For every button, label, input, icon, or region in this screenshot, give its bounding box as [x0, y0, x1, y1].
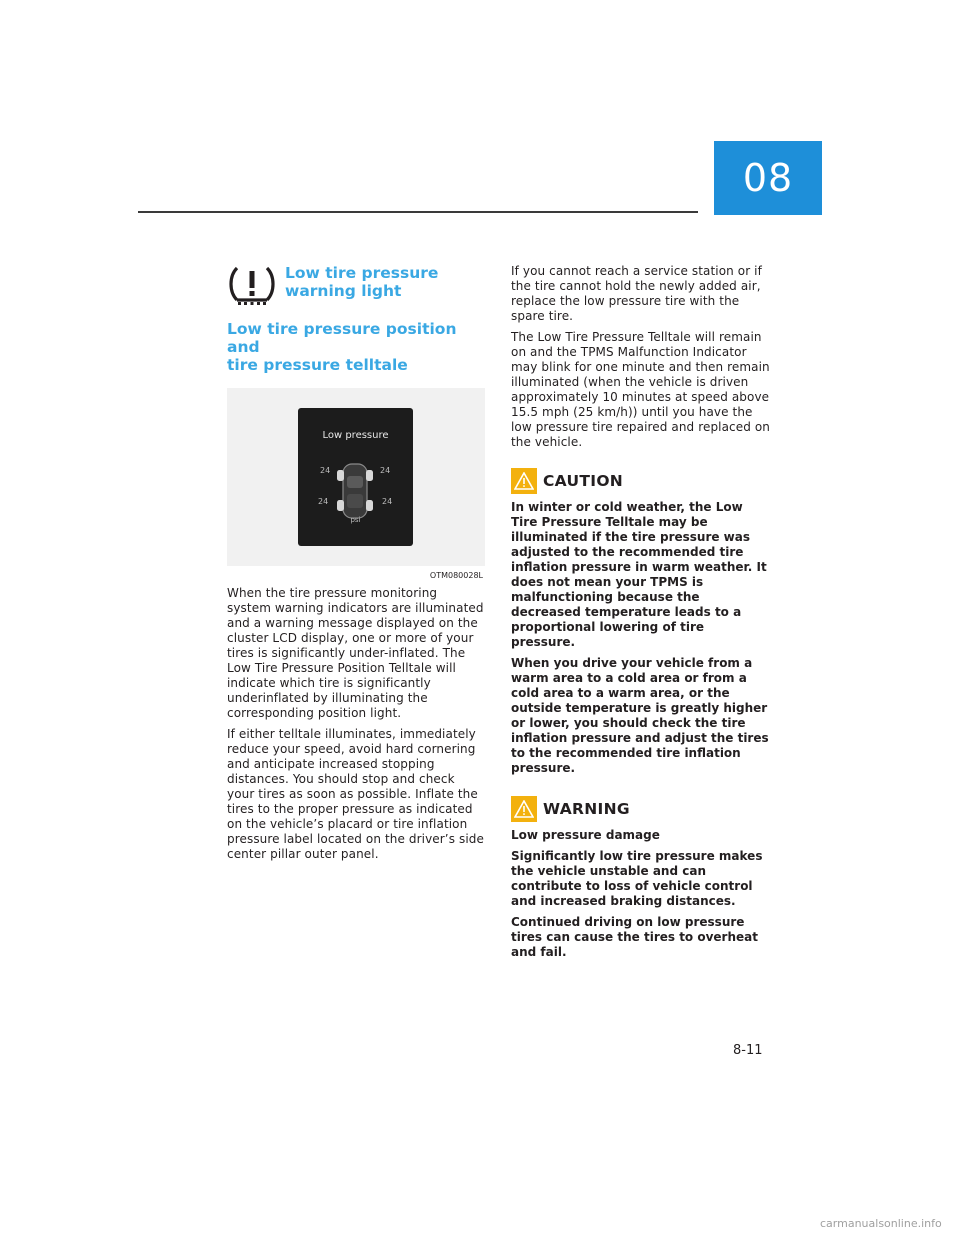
- left-column: [227, 262, 485, 862]
- caution-heading: [511, 468, 771, 494]
- tire-pressure-figure: [227, 388, 485, 580]
- cluster-display: [298, 408, 413, 546]
- car-top-view-icon: [335, 460, 375, 522]
- warning-paragraph-3: Continued driving on low pressure tires can cause the tires to overheat and fail.: [511, 915, 758, 959]
- caution-paragraph-2: When you drive your vehicle from a warm area to a cold area or from a cold area to a warm area, or the outside temperature is greatly higher or lower, you should check the tire inflation pressure and adjust the tires to the recommended tire inflation pressure.: [511, 656, 769, 775]
- section-title-line2: tire pressure telltale: [227, 356, 408, 374]
- pressure-front-left: 24: [320, 466, 331, 475]
- chapter-tab: 08: [714, 141, 822, 215]
- warning-heading: [511, 796, 771, 822]
- footer-watermark[interactable]: carmanualsonline.info: [820, 1217, 942, 1230]
- pressure-front-right: 24: [380, 466, 391, 475]
- caution-icon: [511, 468, 537, 494]
- left-paragraph-1: When the tire pressure monitoring system warning indicators are illuminated and a warning message displayed on the cluster LCD display, one or more of your tires is significantly under-inflated. The Low Tire Pressure Position Telltale will indicate which tire is significantly underinflated by illuminating the corresponding position light.: [227, 586, 484, 720]
- warning-paragraph-2: Significantly low tire pressure makes the vehicle unstable and can contribute to loss of vehicle control and increased braking distances.: [511, 849, 763, 908]
- caution-paragraph-1: In winter or cold weather, the Low Tire Pressure Telltale may be illuminated if the tire pressure was adjusted to the recommended tire inflation pressure in warm weather. It does not mean your TPMS is malfunctioning because the decreased temperature leads to a proportional lowering of tire pressure.: [511, 500, 767, 649]
- display-title: Low pressure: [322, 430, 389, 441]
- caution-title: CAUTION: [543, 472, 624, 490]
- right-paragraph-1: If you cannot reach a service station or if the tire cannot hold the newly added air, replace the low pressure tire with the spare tire.: [511, 264, 762, 323]
- warning-light-title: [285, 262, 438, 300]
- page-number: 8-11: [733, 1043, 763, 1058]
- pressure-unit: psi: [350, 516, 361, 524]
- pressure-rear-left: 24: [318, 497, 329, 506]
- warning-title-line1: Low tire pressure: [285, 264, 439, 282]
- warning-title: WARNING: [543, 800, 630, 818]
- warning-icon: [511, 796, 537, 822]
- pressure-rear-right: 24: [382, 497, 393, 506]
- warning-light-heading: [227, 262, 485, 306]
- left-paragraph-2: If either telltale illuminates, immediately reduce your speed, avoid hard cornering and anticipate increased stopping distances. You should stop and check your tires as soon as possible. Inflate the tires to the proper pressure as indicated on the vehicle’s placard or tire inflation pressure label located on the driver’s side center pillar outer panel.: [227, 727, 484, 861]
- warning-paragraph-1: Low pressure damage: [511, 828, 660, 842]
- section-title-line1: Low tire pressure position and: [227, 320, 457, 356]
- tpms-warning-icon: [227, 262, 277, 306]
- header-rule: [138, 211, 698, 213]
- warning-title-line2: warning light: [285, 282, 402, 300]
- right-paragraph-2: The Low Tire Pressure Telltale will remain on and the TPMS Malfunction Indicator may blink for one minute and then remain illuminated (when the vehicle is driven approximately 10 minutes at speed above 15.5 mph (25 km/h)) until you have the low pressure tire repaired and replaced on the vehicle.: [511, 330, 771, 449]
- figure-code: OTM080028L: [429, 571, 483, 580]
- right-column: [511, 264, 771, 960]
